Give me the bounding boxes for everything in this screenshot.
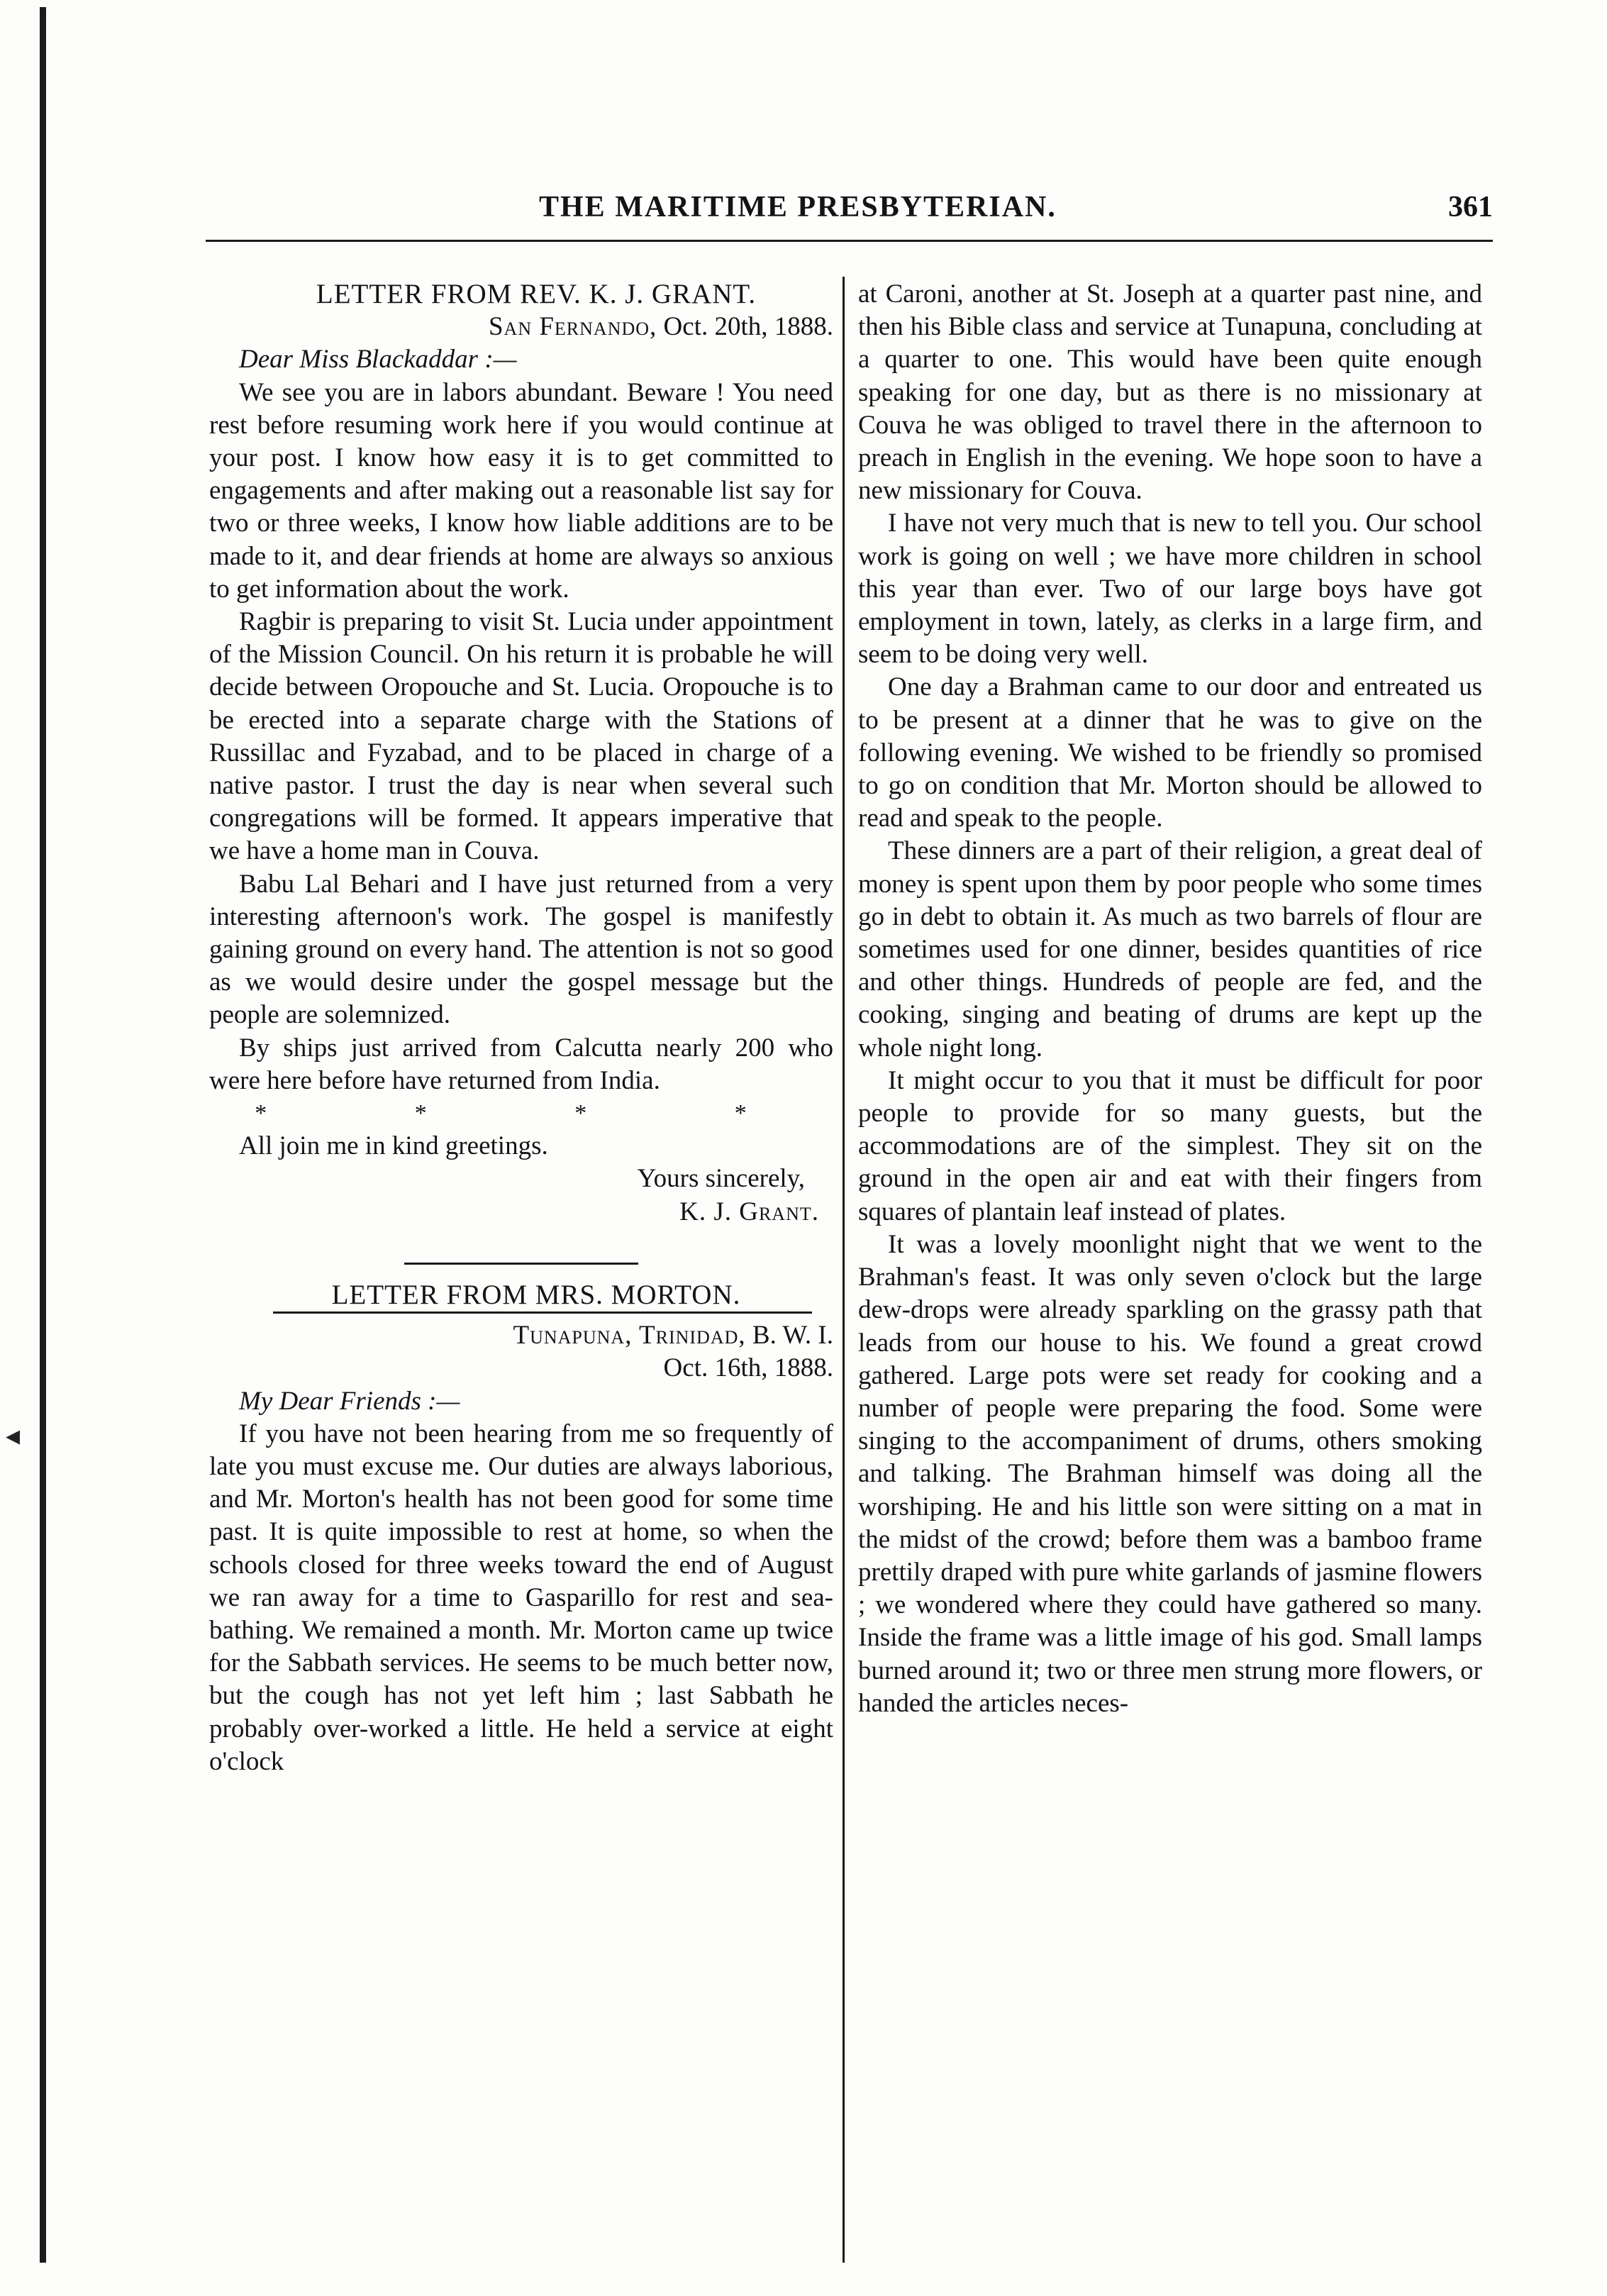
dateline-grant bbox=[209, 311, 833, 343]
salutation-grant: Dear Miss Blackaddar :— bbox=[239, 345, 517, 375]
paragraph: One day a Brahman came to our door and entreated us to be present at a dinner that he was to give on the following evening. We wished to be friendly so promised to go on condition that Mr. Morton should be allowed to read and speak to the people. bbox=[858, 672, 1482, 833]
letter-morton bbox=[209, 1279, 833, 1778]
article-separator bbox=[404, 1263, 638, 1265]
paragraph: I have not very much that is new to tell you. Our school work is going on well ; we have more children in school this year than ever. Two of our large boys have got employment in town, lately, as clerks in a large firm, and seem to be doing very well. bbox=[858, 509, 1482, 670]
dateline-date: Oct. 20th, 1888. bbox=[663, 312, 833, 342]
signoff: Yours sincerely, bbox=[637, 1164, 805, 1194]
margin-mark: ◂ bbox=[6, 1419, 21, 1451]
letter-grant bbox=[209, 278, 833, 1229]
header-rule bbox=[206, 240, 1493, 242]
title-underline bbox=[273, 1311, 812, 1314]
paragraph: Babu Lal Behari and I have just returned from a very interesting afternoon's work. The gospel is manifestly gaining ground on every hand. The attention is not so good as we would desire under the gospel message but the people are solemnized. bbox=[209, 869, 833, 1030]
paragraph: It was a lovely moonlight night that we went to the Brahman's feast. It was only seven o'clock but the large dew-drops were already sparkling on the grassy path that leads from our house to his. We found a great crowd gathered. Large pots were set ready for cooking and a number of people were preparing the food. Some were singing to the accompaniment of drums, others smoking and talking. The Brahman himself was doing all the worshiping. He and his little son were sitting on a mat in the midst of the crowd; before them was a bamboo frame prettily draped with pure white garlands of jasmine flowers ; we wondered where they could have gathered so many. Inside the frame was a little image of his god. Small lamps burned around it; two or three men strung more flowers, or handed the articles neces- bbox=[858, 1229, 1482, 1718]
paragraph: We see you are in labors abundant. Beware ! You need rest before resuming work here if you would continue at your post. I know how easy it is to get committed to engagements and after making out a reasonable list say for two or three weeks, I know how liable additions are to be made to it, and dear friends at home are always so anxious to get information about the work. bbox=[209, 377, 833, 604]
page-header bbox=[206, 190, 1493, 240]
running-title: THE MARITIME PRESBYTERIAN. bbox=[539, 191, 1057, 223]
article-title-grant: LETTER FROM REV. K. J. GRANT. bbox=[316, 279, 757, 309]
dateline-place: Tunapuna, Trinidad, bbox=[513, 1321, 746, 1351]
dateline-place-suffix: B. W. I. bbox=[752, 1321, 833, 1351]
paragraph: These dinners are a part of their religion, a great deal of money is spent upon them by poor people who some times go in debt to obtain it. As much as two barrels of flour are sometimes used for one dinner, besides quantities of rice and other things. Hundreds of people are fed, and the cooking, singing and beating of drums are kept up the whole night long. bbox=[858, 836, 1482, 1063]
page-edge-rule bbox=[40, 7, 46, 2263]
section-stars: * * * * bbox=[255, 1100, 818, 1127]
salutation-morton: My Dear Friends :— bbox=[239, 1386, 460, 1416]
dateline-morton-date: Oct. 16th, 1888. bbox=[663, 1353, 833, 1383]
closing-line: All join me in kind greetings. bbox=[239, 1131, 548, 1161]
column-divider bbox=[843, 277, 845, 2263]
paragraph: Ragbir is preparing to visit St. Lucia under appointment of the Mission Council. On his return it is probable he will decide between Oropouche and St. Lucia. Oropouche is to be erected into a separate charge with the Stations of Russillac and Fyzabad, and to be placed in charge of a native pastor. I trust the day is near when several such congregations will be formed. It appears imperative that we have a home man in Couva. bbox=[209, 607, 833, 866]
article-title-morton: LETTER FROM MRS. MORTON. bbox=[331, 1279, 741, 1310]
paragraph-continued: at Caroni, another at St. Joseph at a quarter past nine, and then his Bible class and service at Tunapuna, concluding at a quarter to one. This would have been quite enough speaking for one day, but as there is no missionary at Couva he was obliged to travel there in the afternoon to preach in English in the evening. We hope soon to have a new missionary for Couva. bbox=[858, 279, 1482, 506]
page-number: 361 bbox=[1448, 191, 1493, 223]
paragraph: If you have not been hearing from me so frequently of late you must excuse me. Our duties are always laborious, and Mr. Morton's health has not been good for some time past. It is quite impossible to rest at home, so when the schools closed for three weeks toward the end of August we ran away for a time to Gasparillo for rest and sea-bathing. We remained a month. Mr. Morton came up twice for the Sabbath services. He seems to be much better now, but the cough has not yet left him ; last Sabbath he probably over-worked a little. He held a service at eight o'clock bbox=[209, 1419, 833, 1776]
signature-grant: K. J. Grant. bbox=[679, 1197, 819, 1226]
paragraph: It might occur to you that it must be difficult for poor people to provide for so many guests, but the accommodations are of the simplest. They sit on the ground in the open air and eat with their fingers from squares of plantain leaf instead of plates. bbox=[858, 1065, 1482, 1226]
dateline-morton-place bbox=[209, 1319, 833, 1352]
left-column bbox=[209, 278, 833, 2257]
right-column bbox=[858, 278, 1482, 2257]
dateline-place: San Fernando, bbox=[488, 312, 657, 342]
paragraph: By ships just arrived from Calcutta nearly 200 who were here before have returned from India. bbox=[209, 1033, 833, 1095]
